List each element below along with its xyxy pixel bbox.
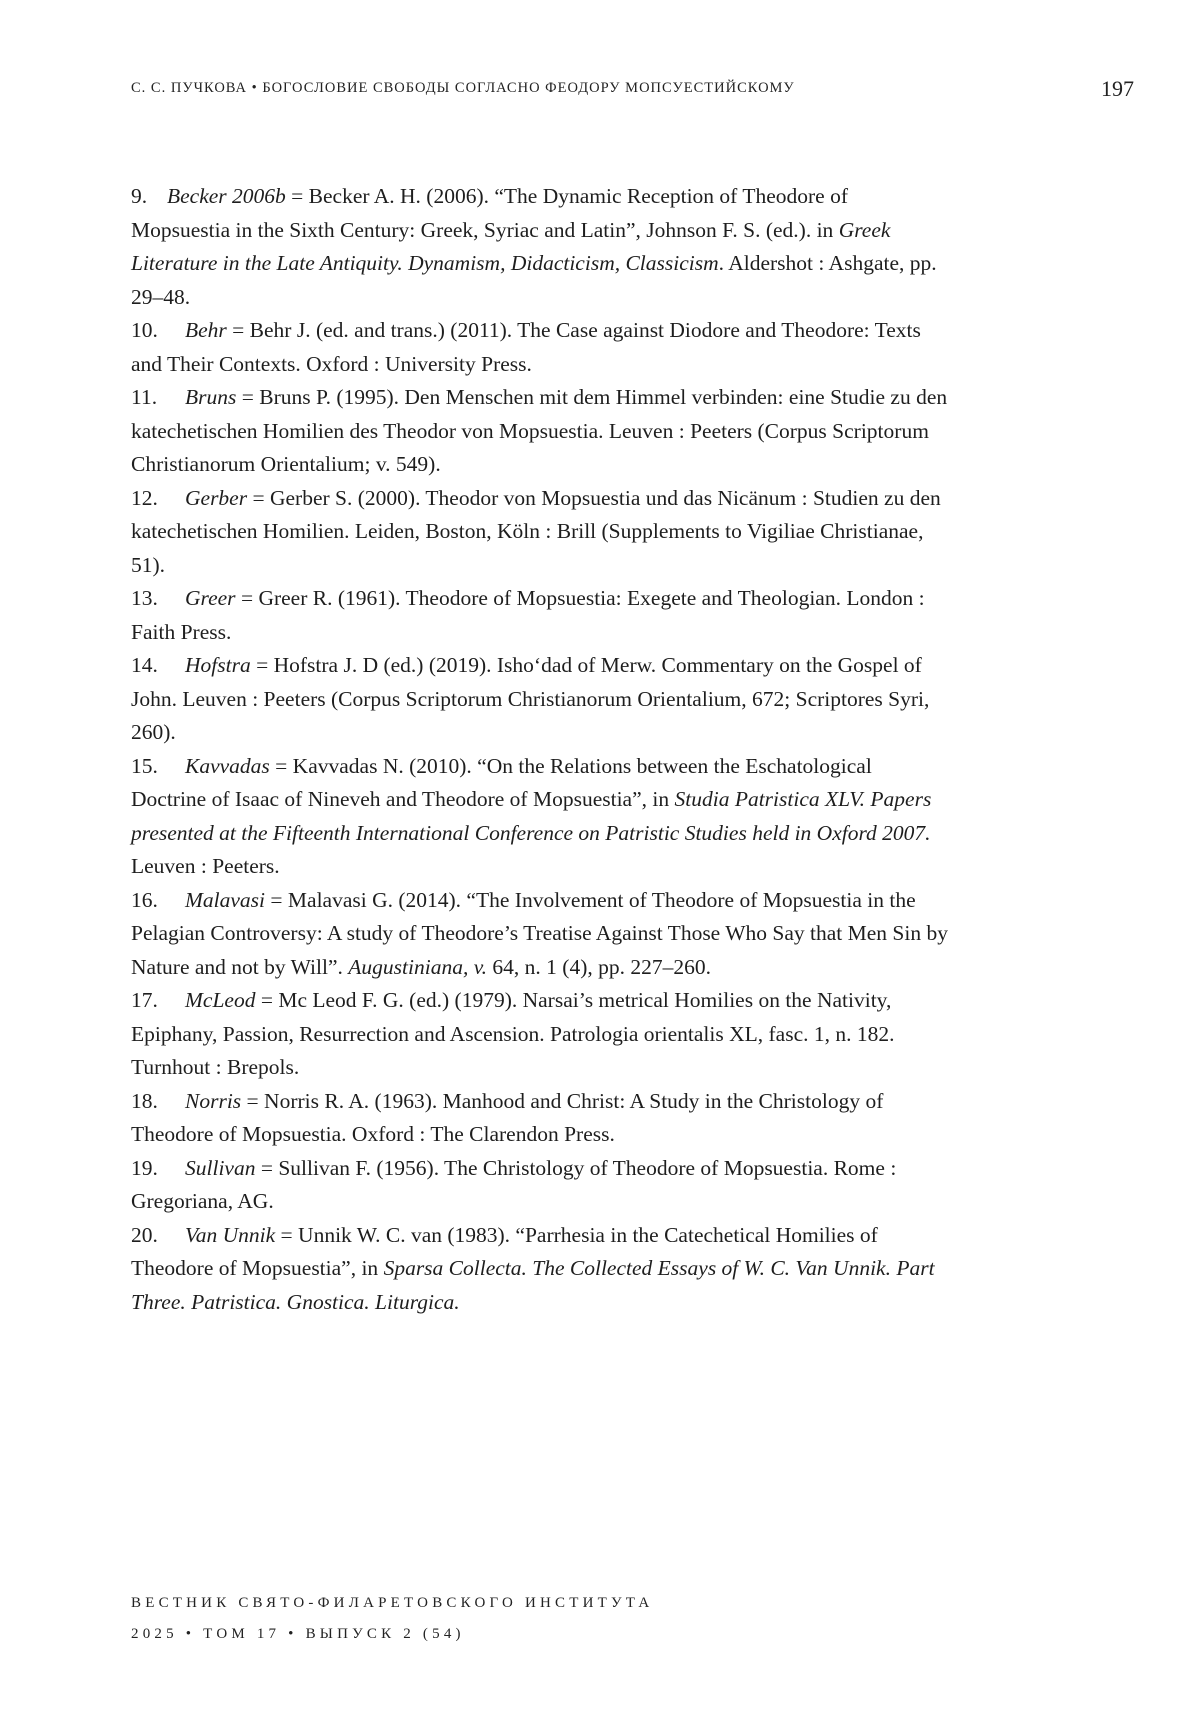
running-title: С. С. ПУЧКОВА • БОГОСЛОВИЕ СВОБОДЫ СОГЛАСНО ФЕОДОРУ МОПСУЕСТИЙСКОМУ — [131, 80, 1061, 97]
reference-15 — [131, 750, 951, 884]
reference-number: 19. — [131, 1152, 185, 1186]
reference-italic-title: Augustiniana, v. — [348, 955, 487, 979]
reference-14 — [131, 649, 951, 750]
reference-text: = Norris R. A. (1963). Manhood and Christ: A Study in the Christology of Theodore of Mopsuestia. Oxford : The Clarendon Press. — [131, 1089, 883, 1147]
reference-number: 15. — [131, 750, 185, 784]
reference-13 — [131, 582, 951, 649]
reference-number: 20. — [131, 1219, 185, 1253]
reference-9 — [131, 180, 951, 314]
reference-text: = Becker A. H. (2006). “The Dynamic Reception of Theodore of Mopsuestia in the Sixth Century: Greek, Syriac and Latin”, Johnson F. S. (ed.). in — [131, 184, 848, 242]
reference-16 — [131, 884, 951, 985]
reference-text-end: 64, n. 1 (4), pp. 227–260. — [487, 955, 711, 979]
reference-12 — [131, 482, 951, 583]
reference-17 — [131, 984, 951, 1085]
reference-short-title: Norris — [185, 1089, 241, 1113]
reference-text: = Gerber S. (2000). Theodor von Mopsuestia und das Nicänum : Studien zu den katechetischen Homilien. Leiden, Boston, Köln : Brill (Supplements to Vigiliae Christianae, 51). — [131, 486, 941, 577]
reference-number: 9. — [131, 180, 167, 214]
reference-italic-title: Studia Patristica XLV. Papers presented at the Fifteenth International Conference on Patristic Studies held in Oxford 2007. — [131, 787, 931, 845]
reference-number: 14. — [131, 649, 185, 683]
reference-19 — [131, 1152, 951, 1219]
reference-short-title: Hofstra — [185, 653, 251, 677]
reference-text: = Bruns P. (1995). Den Menschen mit dem Himmel verbinden: eine Studie zu den katechetischen Homilien des Theodor von Mopsuestia. Leuven : Peeters (Corpus Scriptorum Christianorum Orientalium; v. 549). — [131, 385, 947, 476]
reference-20 — [131, 1219, 951, 1320]
reference-number: 11. — [131, 381, 185, 415]
reference-text: = Hofstra J. D (ed.) (2019). Isho‘dad of Merw. Commentary on the Gospel of John. Leuven : Peeters (Corpus Scriptorum Christianorum Orientalium, 672; Scriptores Syri, 260). — [131, 653, 929, 744]
reference-list — [131, 180, 951, 1319]
reference-text: = Kavvadas N. (2010). “On the Relations between the Eschatological Doctrine of Isaac of Nineveh and Theodore of Mopsuestia”, in — [131, 754, 872, 812]
reference-number: 10. — [131, 314, 185, 348]
reference-short-title: Behr — [185, 318, 227, 342]
reference-italic-title: Sparsa Collecta. The Collected Essays of W. C. Van Unnik. Part Three. Patristica. Gnostica. Liturgica. — [131, 1256, 935, 1314]
reference-18 — [131, 1085, 951, 1152]
reference-short-title: Becker 2006b — [167, 184, 286, 208]
reference-11 — [131, 381, 951, 482]
reference-text: = Greer R. (1961). Theodore of Mopsuestia: Exegete and Theologian. London : Faith Press. — [131, 586, 925, 644]
reference-text: = Sullivan F. (1956). The Christology of Theodore of Mopsuestia. Rome : Gregoriana, AG. — [131, 1156, 896, 1214]
journal-issue: 2025 • ТОМ 17 • ВЫПУСК 2 (54) — [131, 1619, 653, 1650]
reference-short-title: Bruns — [185, 385, 236, 409]
reference-text: = Unnik W. C. van (1983). “Parrhesia in the Catechetical Homilies of Theodore of Mopsuestia”, in — [131, 1223, 878, 1281]
reference-short-title: Van Unnik — [185, 1223, 275, 1247]
reference-short-title: Sullivan — [185, 1156, 255, 1180]
reference-short-title: Malavasi — [185, 888, 265, 912]
reference-short-title: McLeod — [185, 988, 255, 1012]
reference-number: 17. — [131, 984, 185, 1018]
journal-footer — [131, 1588, 653, 1650]
page-number: 197 — [1101, 76, 1134, 102]
reference-text-end: . Aldershot : Ashgate, pp. 29–48. — [131, 251, 937, 309]
reference-short-title: Greer — [185, 586, 236, 610]
reference-10 — [131, 314, 951, 381]
reference-italic-title: Greek Literature in the Late Antiquity. Dynamism, Didacticism, Classicism — [131, 218, 890, 276]
reference-number: 13. — [131, 582, 185, 616]
reference-text: = Mc Leod F. G. (ed.) (1979). Narsai’s metrical Homilies on the Nativity, Epiphany, Passion, Resurrection and Ascension. Patrologia orientalis XL, fasc. 1, n. 182. Turnhout : Brepols. — [131, 988, 895, 1079]
reference-text-end: Leuven : Peeters. — [131, 854, 280, 878]
reference-text: = Behr J. (ed. and trans.) (2011). The Case against Diodore and Theodore: Texts and Their Contexts. Oxford : University Press. — [131, 318, 921, 376]
reference-short-title: Gerber — [185, 486, 247, 510]
journal-name: ВЕСТНИК СВЯТО-ФИЛАРЕТОВСКОГО ИНСТИТУТА — [131, 1588, 653, 1619]
reference-text: = Malavasi G. (2014). “The Involvement of Theodore of Mopsuestia in the Pelagian Controversy: A study of Theodore’s Treatise Against Those Who Say that Men Sin by Nature and not by Will”. — [131, 888, 948, 979]
reference-number: 18. — [131, 1085, 185, 1119]
reference-number: 12. — [131, 482, 185, 516]
reference-number: 16. — [131, 884, 185, 918]
reference-short-title: Kavvadas — [185, 754, 270, 778]
